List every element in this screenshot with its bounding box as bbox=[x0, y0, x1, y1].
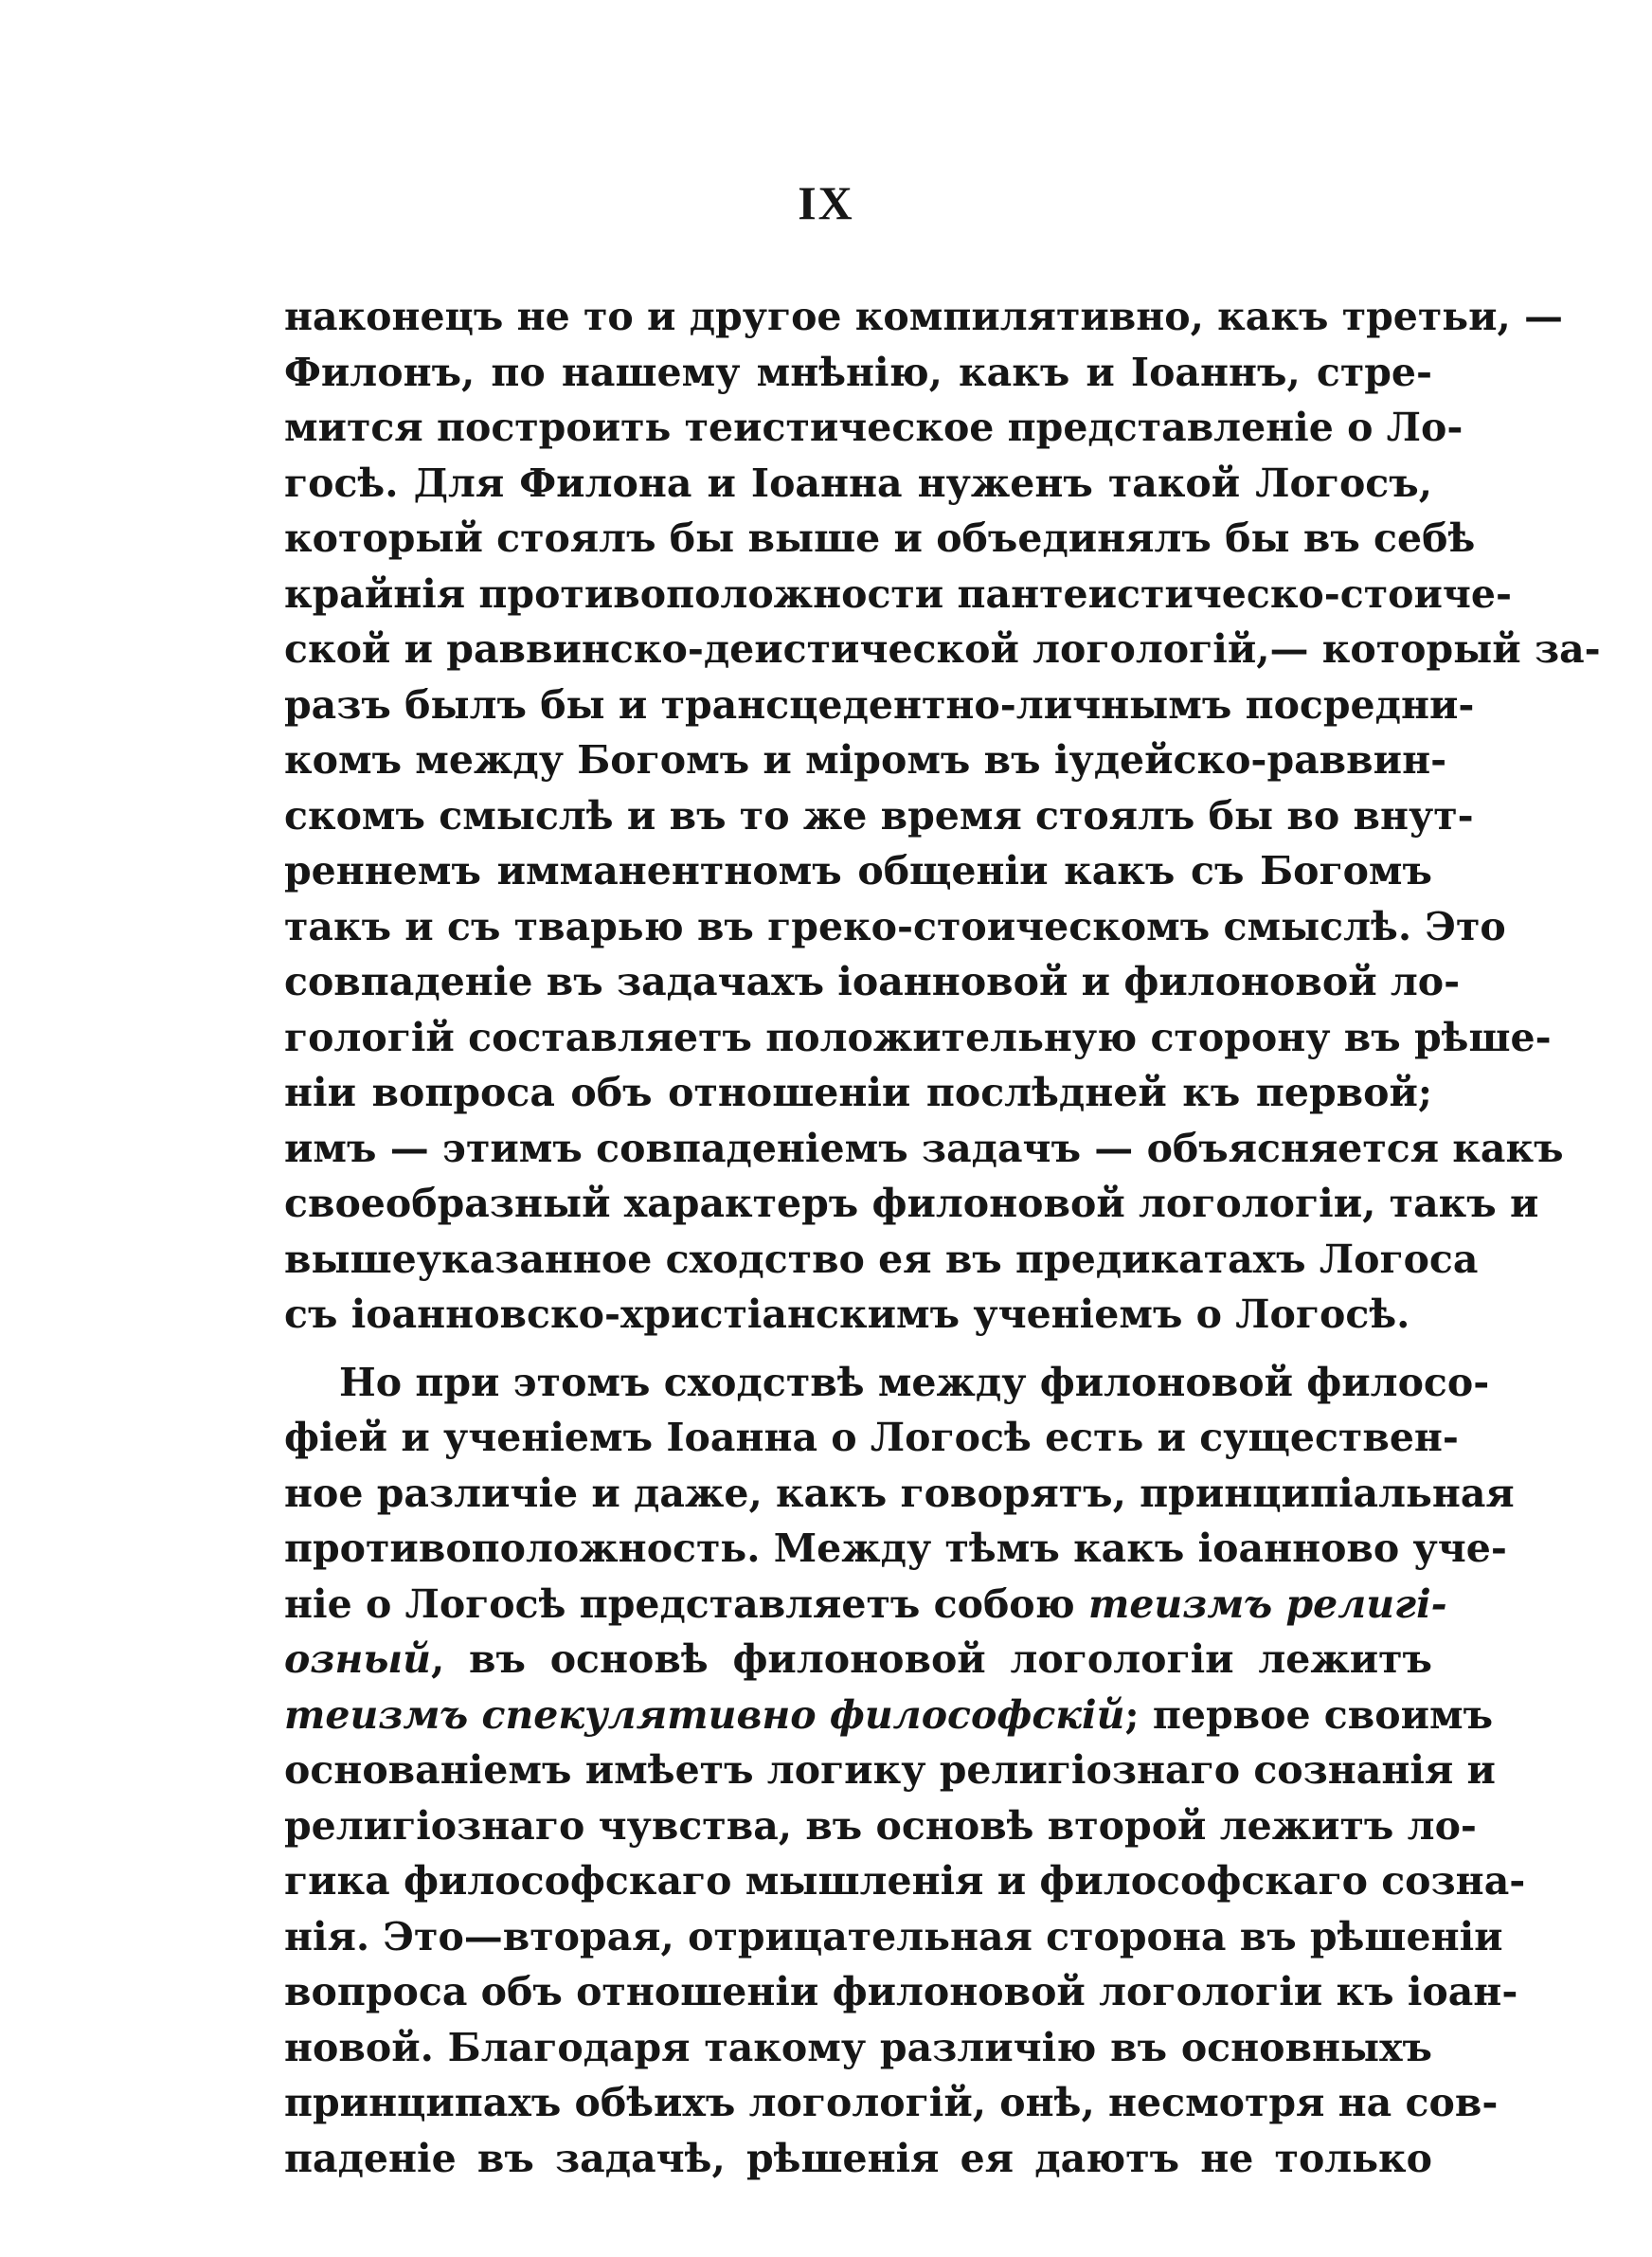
text-line: принципахъ обѣихъ логологій, онѣ, несмотря на сов- bbox=[284, 2080, 1499, 2125]
text-line: Но при этомъ сходствѣ между филоновой филосо- bbox=[339, 1359, 1490, 1405]
line-text: , въ основѣ филоновой логологіи лежитъ bbox=[430, 1636, 1432, 1682]
text-line bbox=[284, 1632, 1432, 1688]
text-line: имъ — этимъ совпаденіемъ задачъ — объясняется какъ bbox=[284, 1125, 1564, 1171]
page-number: IX bbox=[798, 176, 854, 229]
text-line: нія. Это—вторая, отрицательная сторона въ рѣшеніи bbox=[284, 1913, 1503, 1959]
line-text: ; первое своимъ bbox=[1124, 1691, 1494, 1738]
text-line: фіей и ученіемъ Іоанна о Логосѣ есть и существен- bbox=[284, 1415, 1459, 1460]
text-line: основаніемъ имѣетъ логику религіознаго сознанія и bbox=[284, 1747, 1496, 1793]
text-line: крайнія противоположности пантеистическо-стоиче- bbox=[284, 570, 1513, 617]
text-line: вопроса объ отношеніи филоновой логологіи къ іоан- bbox=[284, 1969, 1518, 2014]
italic-term: озный bbox=[284, 1636, 431, 1682]
text-line bbox=[284, 1688, 1494, 1743]
paragraph-gap bbox=[284, 1343, 1432, 1355]
italic-term: теизмъ спекулятивно философскій bbox=[284, 1691, 1125, 1738]
text-line bbox=[284, 1577, 1447, 1633]
text-line: новой. Благодаря такому различію въ основныхъ bbox=[284, 2024, 1432, 2070]
text-line: съ іоанновско-христіанскимъ ученіемъ о Логосѣ. bbox=[284, 1291, 1410, 1337]
text-line: ніи вопроса объ отношеніи послѣдней къ первой; bbox=[284, 1070, 1432, 1115]
italic-term: теизмъ религі- bbox=[1087, 1580, 1447, 1627]
text-line: разъ былъ бы и трансцедентно-личнымъ посредни- bbox=[284, 681, 1475, 728]
text-line: мится построить теистическое представленіе о Ло- bbox=[284, 405, 1463, 450]
text-line: противоположность. Между тѣмъ какъ іоанново уче- bbox=[284, 1526, 1507, 1571]
text-line: гика философскаго мышленія и философскаго созна- bbox=[284, 1858, 1526, 1904]
text-line: совпаденіе въ задачахъ іоанновой и филоновой ло- bbox=[284, 959, 1461, 1004]
text-line: религіознаго чувства, въ основѣ второй лежитъ ло- bbox=[284, 1802, 1477, 1849]
line-text: ніе о Логосѣ представляетъ собою bbox=[284, 1580, 1088, 1627]
paragraph-2 bbox=[284, 1355, 1526, 2187]
text-line: своеобразный характеръ филоновой логологіи, такъ и bbox=[284, 1181, 1539, 1226]
text-line: Филонъ, по нашему мнѣнію, какъ и Іоаннъ, стре- bbox=[284, 349, 1432, 395]
text-line: скомъ смыслѣ и въ то же время стоялъ бы во внут- bbox=[284, 792, 1474, 839]
text-line: ное различіе и даже, какъ говорятъ, принципіальная bbox=[284, 1470, 1515, 1516]
paragraph-1 bbox=[284, 289, 1601, 1343]
text-line: госѣ. Для Филона и Іоанна нуженъ такой Логосъ, bbox=[284, 460, 1432, 506]
text-line: вышеуказанное сходство ея въ предикатахъ Логоса bbox=[284, 1236, 1479, 1282]
text-line: ской и раввинско-деистической логологій,— который за- bbox=[284, 626, 1601, 672]
body-text bbox=[284, 289, 1601, 2186]
text-line: наконецъ не то и другое компилятивно, какъ третьи, — bbox=[284, 294, 1564, 339]
text-line: гологій составляетъ положительную сторону въ рѣше- bbox=[284, 1014, 1552, 1060]
text-line: который стоялъ бы выше и объединялъ бы въ себѣ bbox=[284, 515, 1476, 561]
text-line: такъ и съ тварью въ греко-стоическомъ смыслѣ. Это bbox=[284, 903, 1506, 949]
text-line: комъ между Богомъ и міромъ въ іудейско-раввин- bbox=[284, 737, 1447, 783]
text-line: реннемъ имманентномъ общеніи какъ съ Богомъ bbox=[284, 848, 1432, 894]
text-line: паденіе въ задачѣ, рѣшенія ея даютъ не только bbox=[284, 2135, 1432, 2181]
